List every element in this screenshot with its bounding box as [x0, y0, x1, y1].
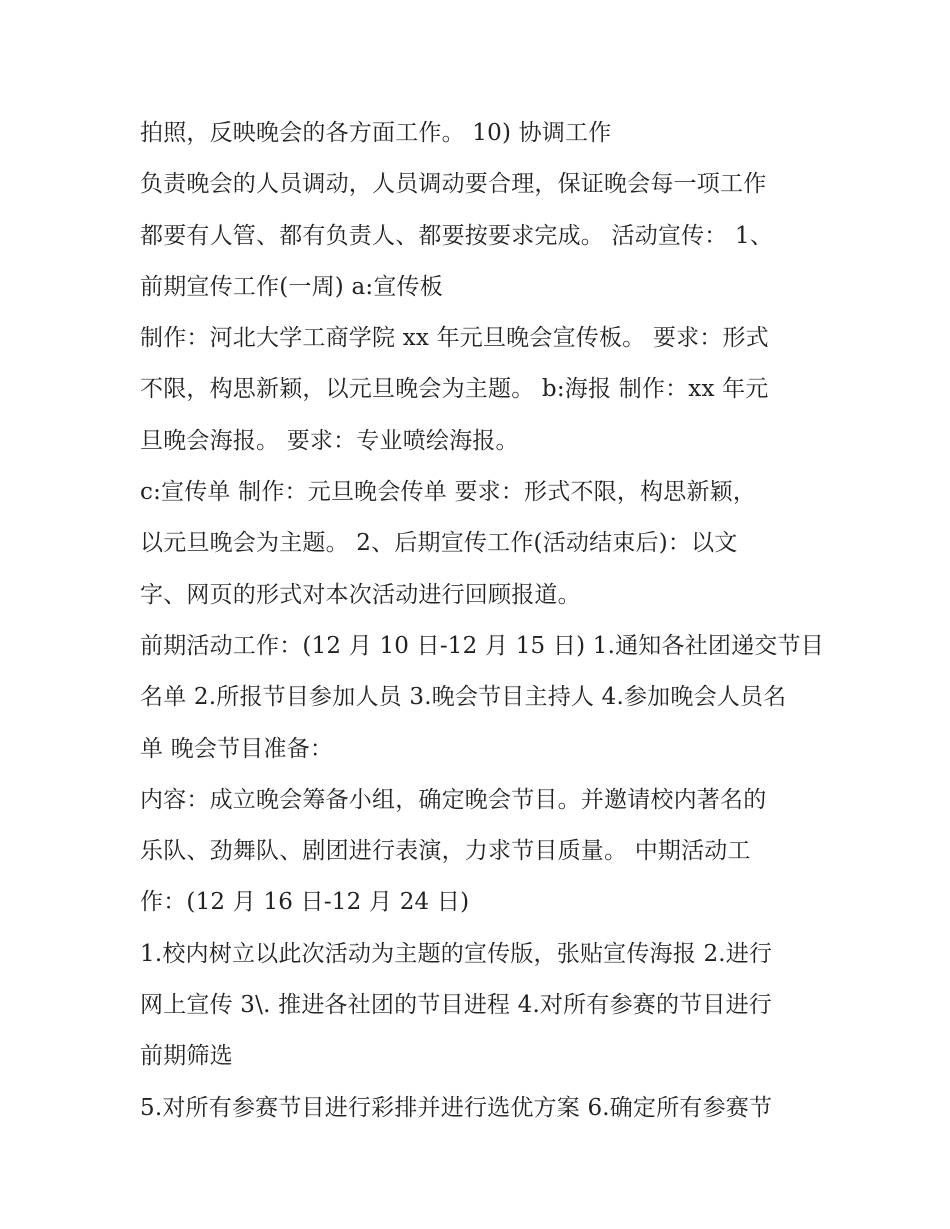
- text-line: 名单 2.所报节目参加人员 3.晚会节目主持人 4.参加晚会人员名: [140, 684, 787, 711]
- text-line: 网上宣传 3\. 推进各社团的节目进程 4.对所有参赛的节目进行: [140, 992, 772, 1019]
- text-line: 都要有人管、都有负责人、都要按要求完成。 活动宣传： 1、: [140, 222, 774, 249]
- text-line: 负责晚会的人员调动，人员调动要合理，保证晚会每一项工作: [140, 171, 767, 198]
- text-line: 前期宣传工作(一周) a:宣传板: [140, 273, 443, 300]
- text-line: 不限，构思新颖，以元旦晚会为主题。 b:海报 制作：xx 年元: [140, 376, 769, 403]
- text-line: 前期筛选: [140, 1043, 233, 1070]
- text-line: 拍照，反映晚会的各方面工作。 10) 协调工作: [140, 120, 612, 146]
- text-line: 作：(12 月 16 日-12 月 24 日): [140, 889, 470, 916]
- text-line: 以元旦晚会为主题。 2、后期宣传工作(活动结束后)：以文: [140, 530, 738, 557]
- text-line: 乐队、劲舞队、剧团进行表演，力求节目质量。 中期活动工: [140, 838, 751, 865]
- document-body: [140, 108, 830, 1134]
- text-line: 内容：成立晚会筹备小组，确定晚会节目。并邀请校内著名的: [140, 786, 767, 813]
- text-line: 制作：河北大学工商学院 xx 年元旦晚会宣传板。 要求：形式: [140, 325, 769, 352]
- text-line: 旦晚会海报。 要求：专业喷绘海报。: [140, 427, 519, 454]
- text-line: 1.校内树立以此次活动为主题的宣传版，张贴宣传海报 2.进行: [140, 940, 773, 967]
- text-line: c:宣传单 制作：元旦晚会传单 要求：形式不限，构思新颖，: [140, 479, 757, 506]
- text-line: 单 晚会节目准备：: [140, 735, 334, 762]
- text-line: 5.对所有参赛节目进行彩排并进行选优方案 6.确定所有参赛节: [140, 1094, 773, 1121]
- text-line: 字、网页的形式对本次活动进行回顾报道。: [140, 581, 581, 608]
- text-line: 前期活动工作：(12 月 10 日-12 月 15 日) 1.通知各社团递交节目: [140, 632, 824, 659]
